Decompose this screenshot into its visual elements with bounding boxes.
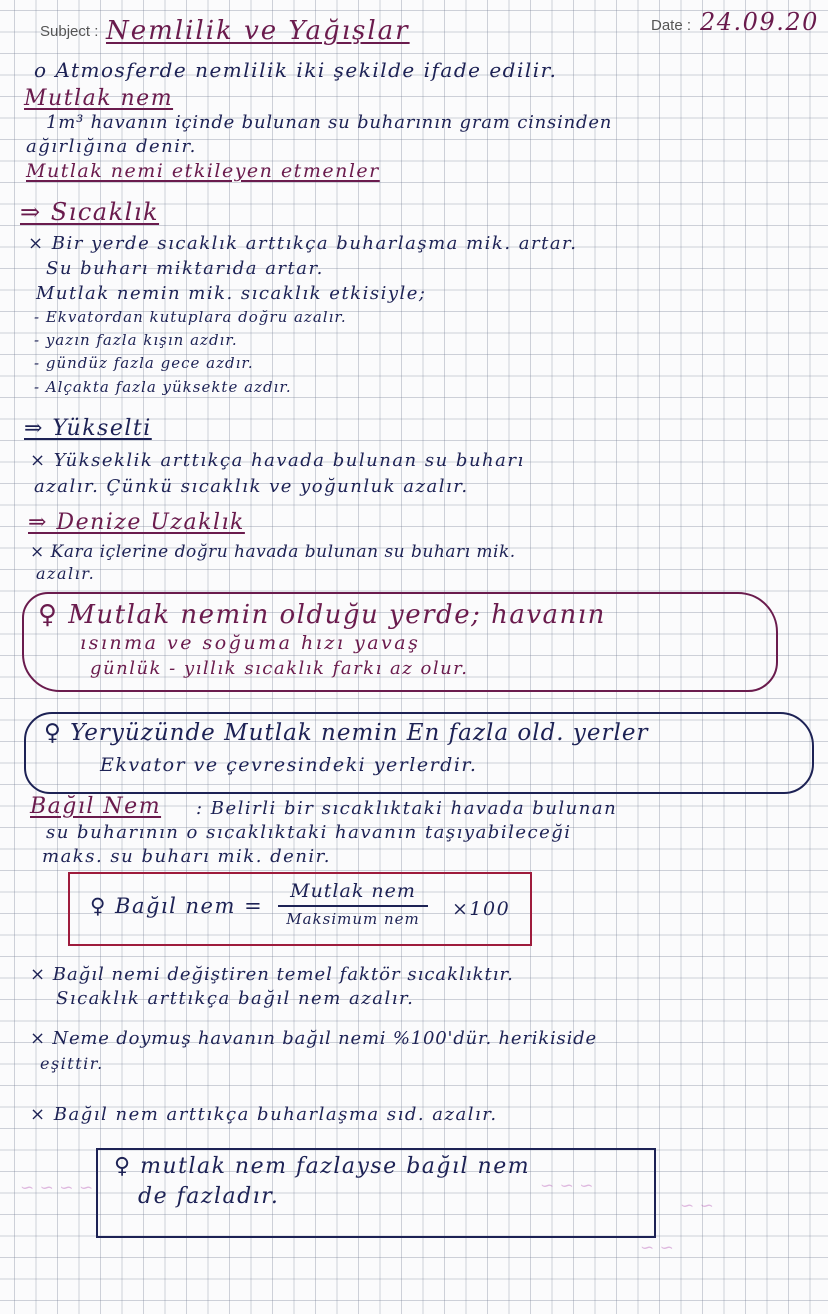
bleed-through-mark: ~ ~ ~: [540, 1176, 594, 1196]
denize-heading: ⇒ Denize Uzaklık: [28, 510, 245, 535]
yukselti-heading: ⇒ Yükselti: [24, 416, 152, 441]
note2-line2: Ekvator ve çevresindeki yerlerdir.: [100, 754, 478, 776]
date-label: Date :: [651, 17, 692, 34]
bagil-point2-line1: × Neme doymuş havanın bağıl nemi %100'dür. herikiside: [30, 1028, 597, 1049]
note1-line1: ♀ Mutlak nemin olduğu yerde; havanın: [38, 600, 606, 630]
sicaklik-item2: - yazın fazla kışın azdır.: [34, 331, 238, 349]
bleed-through-mark: ~ ~: [640, 1238, 674, 1258]
subject-title: Nemlilik ve Yağışlar: [106, 16, 410, 46]
bagil-point2-line2: eşittir.: [40, 1054, 104, 1073]
bagil-def-line2: su buharının o sıcaklıktaki havanın taşıyabileceği: [46, 822, 572, 843]
bagil-point1-line2: Sıcaklık arttıkça bağıl nem azalır.: [56, 988, 415, 1009]
sicaklik-item1: - Ekvatordan kutuplara doğru azalır.: [34, 308, 347, 326]
mutlak-def-line1: 1m³ havanın içinde bulunan su buharının gram cinsinden: [46, 112, 613, 133]
bagil-point3: × Bağıl nem arttıkça buharlaşma sıd. azalır.: [30, 1104, 498, 1125]
note3-line1: ♀ mutlak nem fazlayse bağıl nem: [114, 1154, 531, 1179]
note2-line1: ♀ Yeryüzünde Mutlak nemin En fazla old. yerler: [44, 720, 649, 746]
denize-line2: azalır.: [36, 564, 96, 583]
formula-fraction: [278, 880, 428, 928]
date-value: 24.09.20: [700, 8, 819, 36]
bagil-def-line1: : Belirli bir sıcaklıktaki havada bulunan: [196, 798, 618, 819]
yukselti-line2: azalır. Çünkü sıcaklık ve yoğunluk azalır.: [34, 476, 469, 497]
sicaklik-line1: × Bir yerde sıcaklık arttıkça buharlaşma mik. artar.: [28, 233, 578, 254]
sicaklik-item3: - gündüz fazla gece azdır.: [34, 354, 254, 372]
bagil-def-line3: maks. su buharı mik. denir.: [42, 846, 332, 867]
mutlak-nem-heading: Mutlak nem: [24, 86, 174, 111]
bagil-nem-heading: Bağıl Nem: [30, 794, 162, 819]
formula-multiplier: ×100: [452, 898, 511, 920]
sicaklik-item4: - Alçakta fazla yüksekte azdır.: [34, 378, 292, 396]
bagil-point1-line1: × Bağıl nemi değiştiren temel faktör sıcaklıktır.: [30, 964, 514, 985]
mutlak-factors-heading: Mutlak nemi etkileyen etmenler: [26, 160, 380, 182]
denize-line1: × Kara içlerine doğru havada bulunan su buharı mik.: [30, 542, 516, 562]
yukselti-line1: × Yükseklik arttıkça havada bulunan su buharı: [30, 450, 525, 471]
note1-line3: günlük - yıllık sıcaklık farkı az olur.: [90, 658, 469, 679]
formula-denominator: Maksimum nem: [286, 910, 420, 928]
subject-label: Subject :: [40, 23, 99, 40]
formula-numerator: Mutlak nem: [290, 880, 416, 902]
sicaklik-heading: ⇒ Sıcaklık: [20, 198, 160, 226]
bleed-through-mark: ~ ~ ~ ~: [20, 1178, 94, 1198]
formula-prefix: ♀ Bağıl nem =: [90, 894, 264, 918]
note3-line2: de fazladır.: [138, 1184, 280, 1209]
bleed-through-mark: ~ ~: [680, 1196, 714, 1216]
fraction-bar: [278, 905, 428, 907]
sicaklik-line2: Su buharı miktarıda artar.: [46, 258, 324, 279]
sicaklik-line3: Mutlak nemin mik. sıcaklık etkisiyle;: [36, 283, 427, 304]
note1-line2: ısınma ve soğuma hızı yavaş: [80, 632, 421, 654]
intro-line: o Atmosferde nemlilik iki şekilde ifade edilir.: [34, 58, 558, 82]
mutlak-def-line2: ağırlığına denir.: [26, 136, 197, 157]
